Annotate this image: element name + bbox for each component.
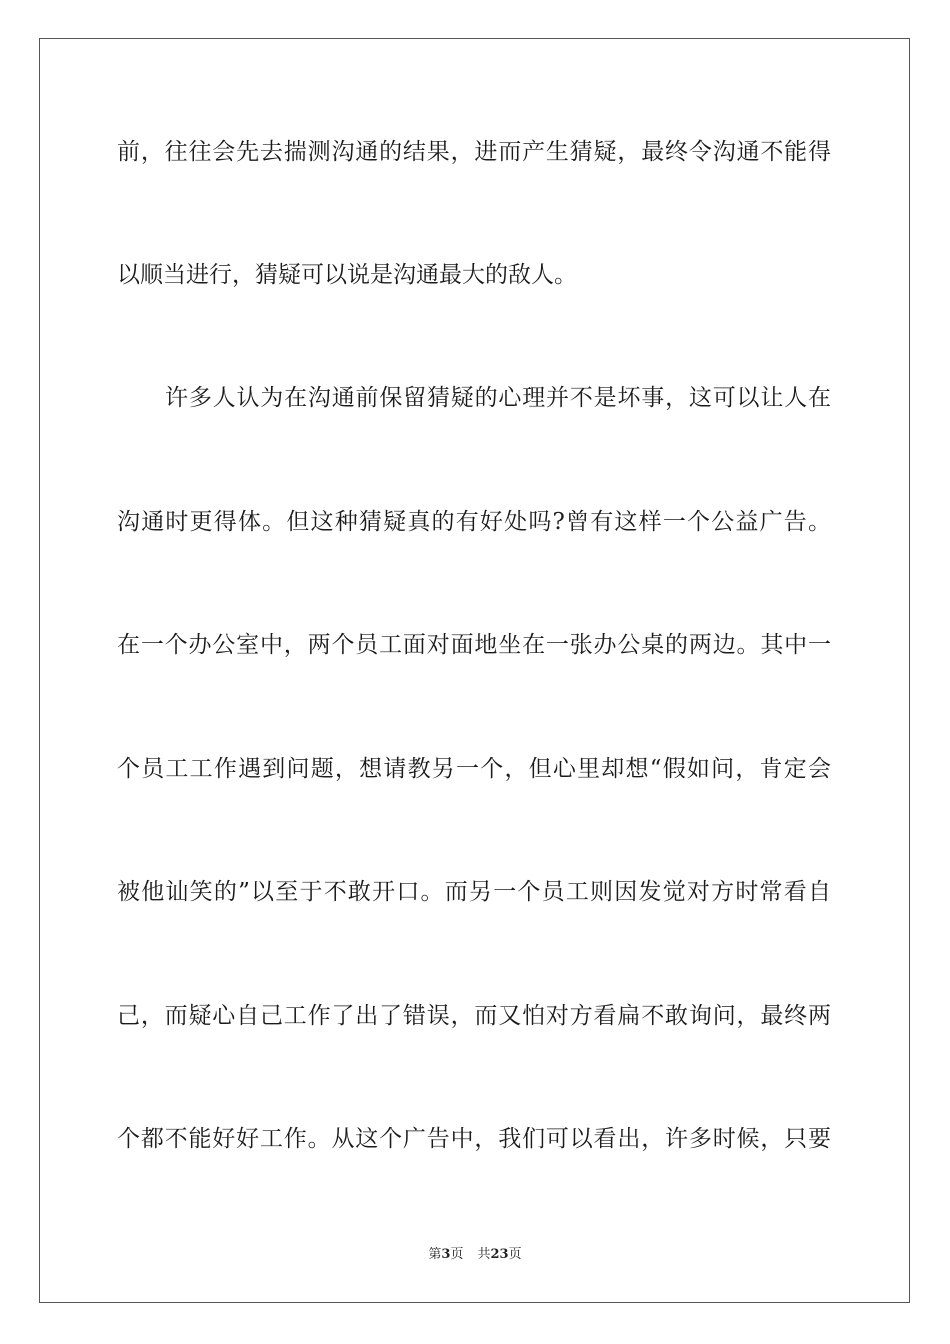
text-line-5: 在一个办公室中，两个员工面对面地坐在一张办公桌的两边。其中一 (117, 632, 831, 658)
page-suffix: 页 (450, 1247, 464, 1262)
text-line-9: 个都不能好好工作。从这个广告中，我们可以看出，许多时候，只要 (117, 1126, 831, 1152)
total-prefix: 共 (477, 1247, 491, 1262)
total-suffix: 页 (508, 1247, 522, 1262)
text-line-6: 个员工工作遇到问题，想请教另一个，但心里却想“假如问，肯定会 (117, 756, 831, 782)
text-line-4: 沟通时更得体。但这种猜疑真的有好处吗?曾有这样一个公益广告。 (117, 509, 831, 535)
text-line-1: 前，往往会先去揣测沟通的结果，进而产生猜疑，最终令沟通不能得 (117, 139, 831, 165)
page-border (39, 38, 910, 1303)
text-line-8: 己，而疑心自己工作了出了错误，而又怕对方看扁不敢询问，最终两 (117, 1003, 831, 1029)
text-line-7: 被他讪笑的”以至于不敢开口。而另一个员工则因发觉对方时常看自 (117, 879, 831, 905)
total-pages: 23 (490, 1247, 509, 1262)
text-line-3: 许多人认为在沟通前保留猜疑的心理并不是坏事，这可以让人在 (165, 385, 831, 411)
page-prefix: 第 (428, 1247, 442, 1262)
page-number: 3 (441, 1247, 451, 1262)
page-footer (0, 1246, 950, 1264)
text-line-2: 以顺当进行，猜疑可以说是沟通最大的敌人。 (117, 262, 577, 288)
